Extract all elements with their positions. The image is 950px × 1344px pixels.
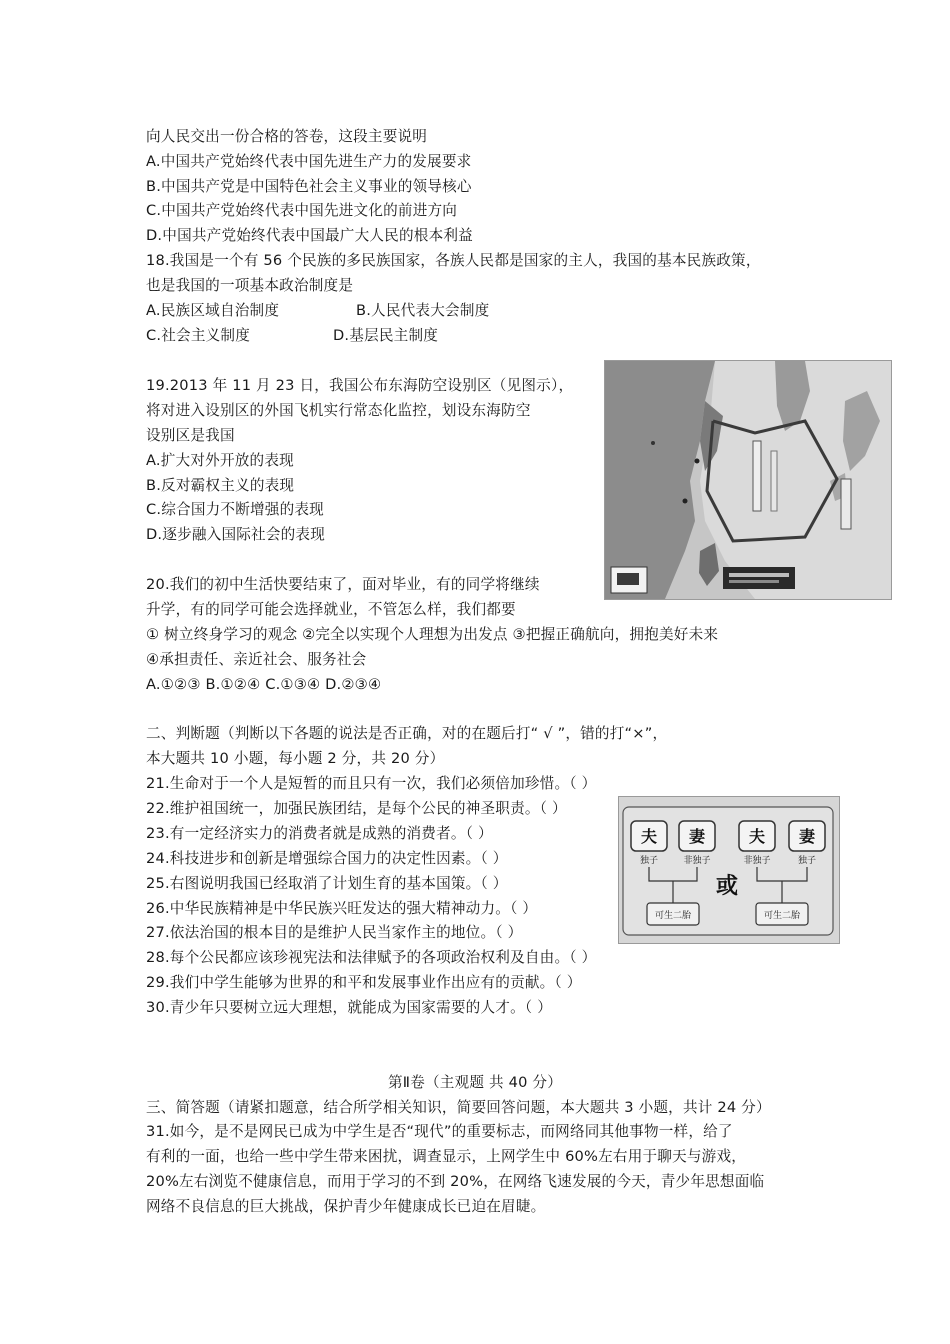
q19-option-c: C.综合国力不断增强的表现 [146,501,324,518]
q19-stem-cont: 将对进入设别区的外国飞机实行常态化监控，划设东海防空 [146,402,531,419]
adiz-map-drawing [605,361,891,599]
result-label-right: 可生二胎 [763,911,801,921]
q29: 29.我们中学生能够为世界的和平和发展事业作出应有的贡献。（ ） [146,974,582,991]
q21: 21.生命对于一个人是短暂的而且只有一次，我们必须倍加珍惜。（ ） [146,775,597,792]
q19-stem-end: 设别区是我国 [146,427,235,444]
only-child-label-right: 独子 [797,856,817,866]
q27: 27.依法治国的根本目的是维护人民当家作主的地位。（ ） [146,924,523,941]
q19-option-a: A.扩大对外开放的表现 [146,452,294,469]
q17-option-c: C.中国共产党始终代表中国先进文化的前进方向 [146,202,458,219]
q18-option-b: B.人民代表大会制度 [356,302,490,319]
q18-stem-cont: 也是我国的一项基本政治制度是 [146,277,354,294]
not-only-child-label-right: 非独子 [743,856,771,866]
section-2-heading: 二、判断题（判断以下各题的说法是否正确，对的在题后打“ √ ”，错的打“×”， [146,725,668,742]
wife-label-right: 妻 [798,827,816,846]
q20-options: A.①②③ B.①②④ C.①③④ D.②③④ [146,676,382,693]
q17-stem-end: 向人民交出一份合格的答卷，这段主要说明 [146,128,428,145]
q31-stem-2: 有利的一面，也给一些中学生带来困扰，调查显示，上网学生中 60%左右用于聊天与游戏， [146,1148,747,1165]
husband-label-right: 夫 [748,827,766,846]
two-child-policy-image [618,796,840,944]
q20-stem-cont: 升学，有的同学可能会选择就业，不管怎么样，我们都要 [146,601,516,618]
q23: 23.有一定经济实力的消费者就是成熟的消费者。（ ） [146,825,493,842]
only-child-label-left: 独子 [639,856,659,866]
q24: 24.科技进步和创新是增强综合国力的决定性因素。（ ） [146,850,508,867]
q31-stem-4: 网络不良信息的巨大挑战，保护青少年健康成长已迫在眉睫。 [146,1198,546,1215]
q18-stem: 18.我国是一个有 56 个民族的多民族国家，各族人民都是国家的主人，我国的基本民族政策， [146,252,761,269]
part-2-title: 第Ⅱ卷（主观题 共 40 分） [387,1074,562,1091]
q19-stem: 19.2013 年 11 月 23 日，我国公布东海防空设别区（见图示）， [146,377,574,394]
husband-label-left: 夫 [640,827,658,846]
or-label: 或 [715,874,739,899]
q17-option-d: D.中国共产党始终代表中国最广大人民的根本利益 [146,227,473,244]
policy-diagram [619,797,839,943]
wife-label-left: 妻 [688,827,706,846]
not-only-child-label-left: 非独子 [683,856,711,866]
q17-option-b: B.中国共产党是中国特色社会主义事业的领导核心 [146,178,472,195]
q18-option-c: C.社会主义制度 [146,327,250,344]
q31-stem-1: 31.如今，是不是网民已成为中学生是否“现代”的重要标志，而网络同其他事物一样，给了 [146,1123,733,1140]
q19-option-d: D.逐步融入国际社会的表现 [146,526,326,543]
section-2-heading-cont: 本大题共 10 小题，每小题 2 分，共 20 分） [146,750,445,767]
section-3-heading: 三、简答题（请紧扣题意，结合所学相关知识，简要回答问题，本大题共 3 小题，共计 24 分） [146,1099,771,1116]
q28: 28.每个公民都应该珍视宪法和法律赋予的各项政治权利及自由。（ ） [146,949,597,966]
q18-option-d: D.基层民主制度 [333,327,439,344]
q20-statements-2: ④承担责任、亲近社会、服务社会 [146,651,367,668]
q17-option-a: A.中国共产党始终代表中国先进生产力的发展要求 [146,153,472,170]
q20-stem: 20.我们的初中生活快要结束了，面对毕业，有的同学将继续 [146,576,540,593]
adiz-map-image [604,360,892,600]
q30: 30.青少年只要树立远大理想，就能成为国家需要的人才。（ ） [146,999,552,1016]
q26: 26.中华民族精神是中华民族兴旺发达的强大精神动力。（ ） [146,900,538,917]
q22: 22.维护祖国统一，加强民族团结，是每个公民的神圣职责。（ ） [146,800,567,817]
q19-option-b: B.反对霸权主义的表现 [146,477,295,494]
q20-statements-1: ① 树立终身学习的观念 ②完全以实现个人理想为出发点 ③把握正确航向，拥抱美好未来 [146,626,719,643]
q25: 25.右图说明我国已经取消了计划生育的基本国策。（ ） [146,875,508,892]
q18-option-a: A.民族区域自治制度 [146,302,280,319]
q31-stem-3: 20%左右浏览不健康信息，而用于学习的不到 20%，在网络飞速发展的今天，青少年思想面临 [146,1173,765,1190]
result-label-left: 可生二胎 [654,911,692,921]
